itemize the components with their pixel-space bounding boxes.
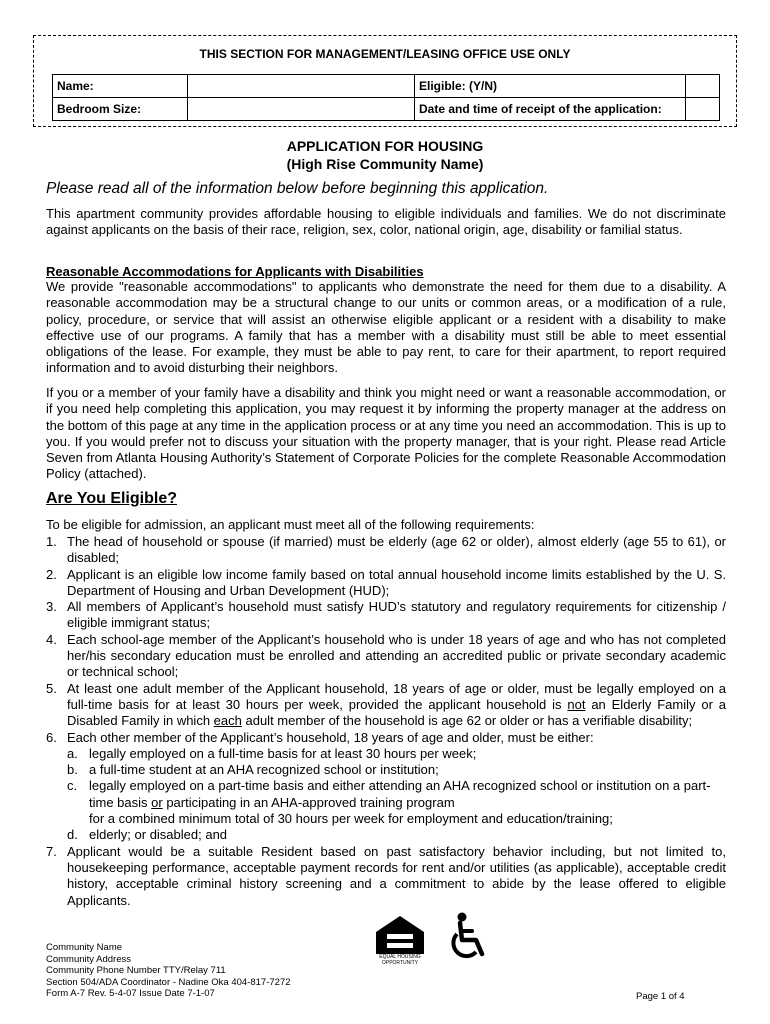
- date-received-label: Date and time of receipt of the application:: [415, 98, 686, 121]
- form-revision: Form A-7 Rev. 5-4-07 Issue Date 7-1-07: [46, 988, 215, 1000]
- community-name: Community Name: [46, 942, 123, 953]
- list-item: 6. Each other member of the Applicant’s household, 18 years of age and older, must be either: a. legally employed on a full-time basis for at least 30 hours per week; b. a full-time student at an AHA recognized school or institution; c. legally employed on a part-time basis and either attending an AHA recognized school or institution on a part-time basis or participating in an AHA-approved training program for a combined minimum total of 30 hours per week for employment and education/training; d. elderly; or disabled; and: [46, 730, 726, 844]
- sub-list-item: a. legally employed on a full-time basis for at least 30 hours per week;: [67, 745, 477, 761]
- office-use-table: [52, 74, 720, 121]
- accommodations-heading: Reasonable Accommodations for Applicants with Disabilities: [46, 264, 424, 279]
- sub-list: [67, 746, 726, 844]
- name-label: Name:: [53, 75, 188, 98]
- sub-list-item: b. a full-time student at an AHA recognized school or institution;: [67, 762, 439, 778]
- office-use-title: THIS SECTION FOR MANAGEMENT/LEASING OFFICE USE ONLY: [199, 47, 571, 61]
- eligibility-lead: To be eligible for admission, an applicant must meet all of the following requirements:: [46, 517, 535, 532]
- eligibility-heading: Are You Eligible?: [46, 490, 177, 507]
- community-address: Community Address: [46, 953, 132, 965]
- intro-instruction: Please read all of the information below before beginning this application.: [46, 180, 549, 197]
- list-item: 7. Applicant would be a suitable Resident based on past satisfactory behavior including, but not limited to, housekeeping performance, acceptable payment records for rent and/or utilities (as applicable), acceptable credit history, acceptable criminal history screening and a commitment to abide by the lease offered to eligible Applicants.: [46, 843, 726, 908]
- eligible-field[interactable]: [686, 75, 720, 98]
- non-discrimination-paragraph: This apartment community provides affordable housing to eligible individuals and families. We do not discriminate against applicants on the basis of their race, religion, sex, color, national origin, age, disability or familial status.: [46, 206, 726, 238]
- bedroom-size-field[interactable]: [188, 98, 415, 121]
- list-item: 5. At least one adult member of the Applicant household, 18 years of age or older, must be legally employed on a full-time basis for at least 30 hours per week, provided the applicant household is not an Elderly Family or a Disabled Family in which each adult member of the household is age 62 or older or has a verifiable disability;: [46, 680, 727, 729]
- eligibility-requirements-list: [46, 534, 726, 909]
- ada-coordinator: Section 504/ADA Coordinator - Nadine Oka 404-817-7272: [46, 976, 291, 988]
- office-use-box: [33, 35, 737, 127]
- date-received-field[interactable]: [686, 98, 720, 121]
- list-item: 3. All members of Applicant’s household must satisfy HUD’s statutory and regulatory requirements for citizenship / eligible immigrant status;: [46, 599, 726, 631]
- accommodations-request-paragraph: If you or a member of your family have a disability and think you might need or want a reasonable accommodation, or if you need help completing this application, you may request it by informing the property manager at the address on the bottom of this page at any time in the application process or at any time you need an accommodation. This is up to you. If you would prefer not to discuss your situation with the property manager, that is your right. Please read Article Seven from Atlanta Housing Authority’s Statement of Corporate Policies for the complete Reasonable Accommodation Policy (attached).: [46, 385, 726, 482]
- name-field[interactable]: [188, 75, 415, 98]
- list-item: 1. The head of household or spouse (if married) must be elderly (age 62 or older), almost elderly (age 55 to 61), or disabled;: [46, 534, 726, 566]
- sub-list-item: d. elderly; or disabled; and: [67, 827, 228, 843]
- sub-list-item: c. legally employed on a part-time basis and either attending an AHA recognized school or institution on a part-time basis or participating in an AHA-approved training program for a combined minimum total of 30 hours per week for employment and education/training;: [67, 778, 711, 827]
- equal-housing-label: EQUAL HOUSING OPPORTUNITY: [379, 954, 421, 966]
- page-subtitle: (High Rise Community Name): [286, 156, 484, 172]
- wheelchair-accessibility-icon: [448, 912, 492, 964]
- list-item: 2. Applicant is an eligible low income family based on total annual household income limits established by the U. S. Department of Housing and Urban Development (HUD);: [46, 566, 726, 598]
- bedroom-size-label: Bedroom Size:: [53, 98, 188, 121]
- list-item: 4. Each school-age member of the Applicant’s household who is under 18 years of age and who has not completed her/his secondary education must be enrolled and attending an accredited public or private secondary academic or technical school;: [46, 631, 726, 680]
- accommodations-paragraph: We provide "reasonable accommodations" to applicants who demonstrate the need for them due to a disability. A reasonable accommodation may be a structural change to our units or common areas, or a modification of a rule, policy, procedure, or service that will assist an otherwise eligible applicant or a resident with a disability to make effective use of our programs. A family that has a member with a disability must still be able to meet essential obligations of the lease. For example, they must be able to pay rent, to care for their apartment, to report required information and to avoid disturbing their neighbors.: [46, 279, 726, 376]
- eligible-label: Eligible: (Y/N): [415, 75, 686, 98]
- community-phone: Community Phone Number TTY/Relay 711: [46, 965, 226, 977]
- page-title: APPLICATION FOR HOUSING: [286, 138, 484, 154]
- page-number: Page 1 of 4: [636, 991, 685, 1002]
- footer-contact-block: [46, 942, 291, 1000]
